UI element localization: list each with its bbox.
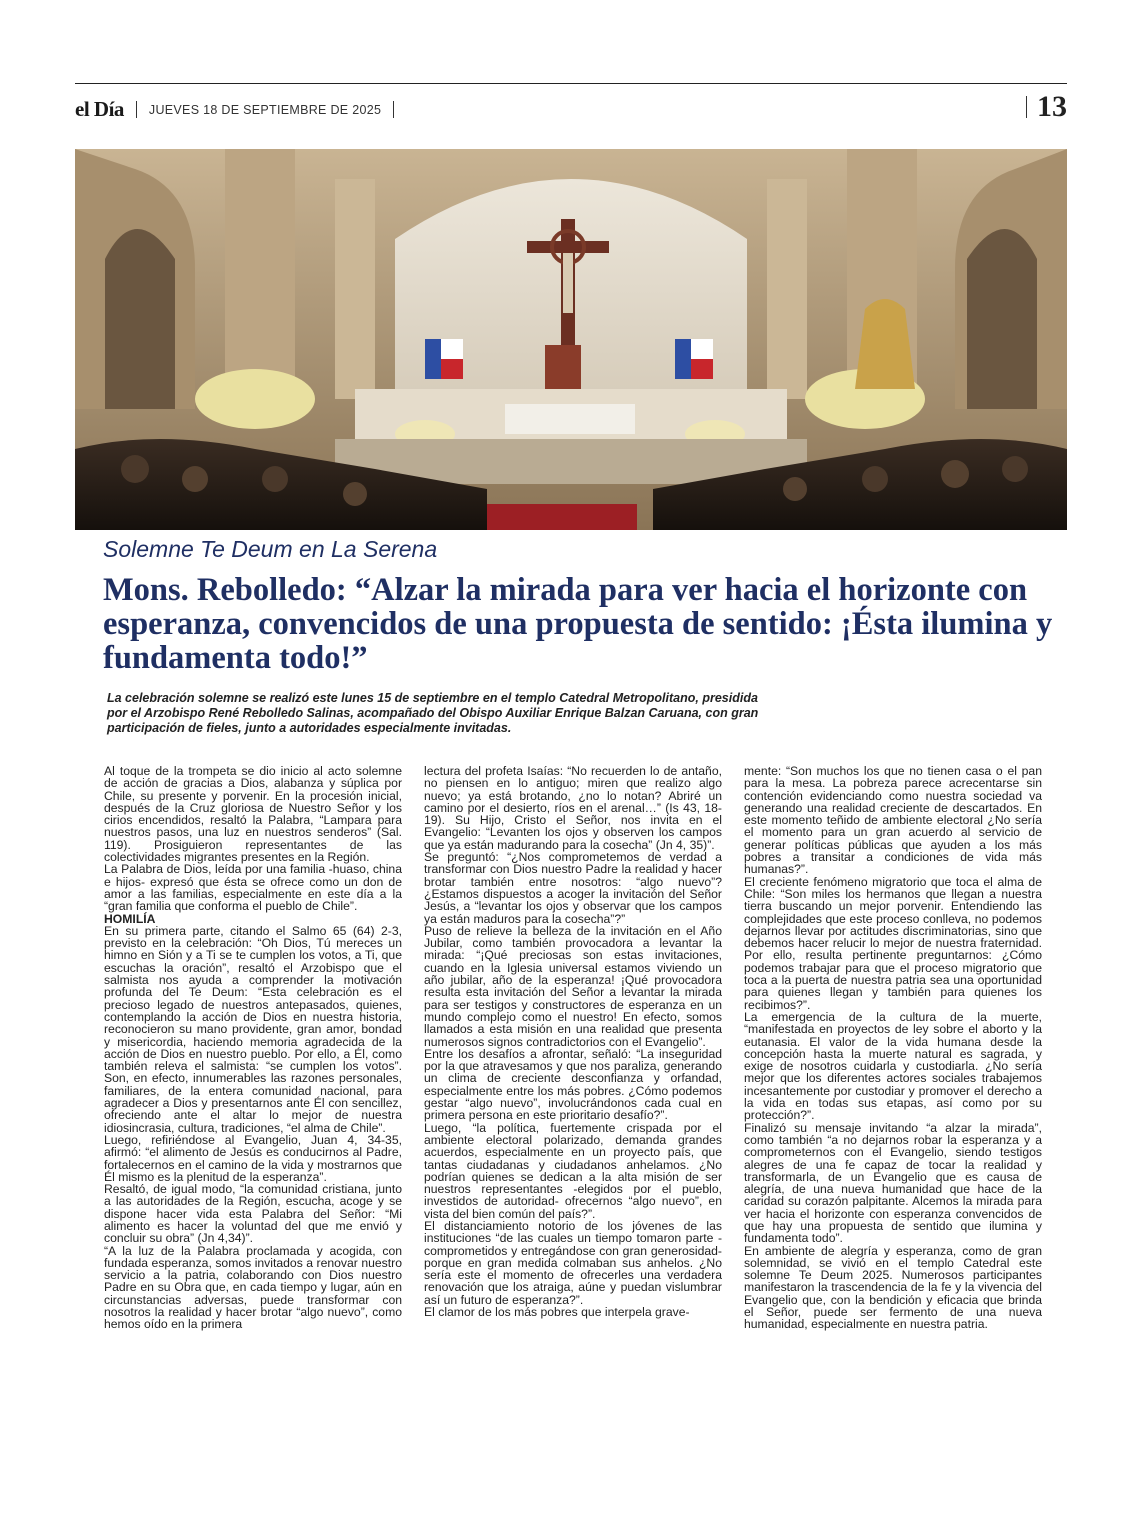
masthead — [75, 97, 394, 122]
paragraph: lectura del profeta Isaías: “No recuerden lo de antaño, no piensen en lo antiguo; miren que realizo algo nuevo; ya está brotando, ¿no lo notan? Abriré un camino por el desierto, ríos en el arenal…” (Is 43, 18-19). Su Hijo, Cristo el Señor, nos invita en el Evangelio: “Levanten los ojos y observen los campos que ya están madurando para la cosecha” (Jn 4, 35)”. — [424, 765, 722, 852]
separator — [1026, 96, 1027, 118]
paragraph: Se preguntó: “¿Nos comprometemos de verdad a transformar con Dios nuestro Padre la realidad y hacer brotar también entre nosotros: “algo nuevo”? ¿Estamos dispuestos a acoger la invitación del Señor Jesús, a “levantar los ojos y observar que los campos ya están maduros para la cosecha”?” — [424, 850, 722, 926]
top-rule — [75, 83, 1067, 84]
paragraph: El distanciamiento notorio de los jóvenes de las instituciones “de las cuales un tiempo tomaron parte -comprometidos y entregándose con gran generosidad- porque en gran medida colmaban sus anhelos. ¿No sería este el momento de ofrecerles una verdadera renovación que los atraiga, aúne y puedan vislumbrar así un futuro de esperanza?”. — [424, 1218, 722, 1307]
body-column-1 — [104, 765, 402, 1485]
paragraph: Al toque de la trompeta se dio inicio al acto solemne de acción de gracias a Dios, alabanza y súplica por Chile, su presente y porvenir. En la procesión inicial, después de la Cruz gloriosa de Nuestro Señor y los cirios encendidos, resaltó la Palabra, “Lampara para nuestros pasos, una luz en nuestros senderos” (Sal. 119). Prosiguieron representantes de las colectividades migrantes presentes en la Región. — [104, 765, 402, 865]
article-kicker: Solemne Te Deum en La Serena — [103, 536, 438, 562]
body-column-3 — [744, 765, 1042, 1485]
paragraph: Luego, refiriéndose al Evangelio, Juan 4, 34-35, afirmó: “el alimento de Jesús es conducirnos al Padre, fortalecernos en el camino de la vida y mostrarnos que Él mismo es la plenitud de la esperanza”. — [104, 1132, 402, 1184]
paragraph: El creciente fenómeno migratorio que toca el alma de Chile: “Son miles los hermanos que llegan a nuestra tierra buscando un mejor porvenir. Entendiendo las complejidades que este proceso conlleva, no podemos dejarnos llevar por actitudes discriminatorias, sino que debemos hacer relucir lo mejor de nuestra fraternidad. Por ello, resulta pertinente preguntarnos: ¿Cómo podemos trabajar para que el proceso migratorio que toca a la puerta de nuestra patria sea una oportunidad para quienes llegan y también para quienes los recibimos?”. — [744, 874, 1042, 1012]
newspaper-brand: el Día — [75, 97, 124, 121]
cathedral-photo-icon — [75, 149, 1067, 530]
cathedral-photo — [75, 149, 1067, 530]
issue-date: JUEVES 18 DE SEPTIEMBRE DE 2025 — [148, 102, 382, 117]
section-subheading: HOMILÍA — [104, 911, 156, 926]
paragraph: Luego, “la política, fuertemente crispada por el ambiente electoral polarizado, demanda grandes acuerdos, especialmente en un proyecto país, que tantas ciudadanas y ciudadanos anhelamos. ¿No podrían quienes se dedican a la alta misión de ser nuestros representantes -elegidos por el pueblo, investidos de autoridad- ofrecernos “algo nuevo”, en vista del bien común del país?”. — [424, 1120, 722, 1221]
paragraph: “A la luz de la Palabra proclamada y acogida, con fundada esperanza, somos invitados a renovar nuestro servicio a la patria, colaborando con Dios nuestro Padre en su Obra que, en cada tiempo y lugar, aún en circunstancias adversas, puede transformar con nosotros la realidad y hacer brotar “algo nuevo”, como hemos oído en la primera — [104, 1243, 402, 1332]
paragraph: La Palabra de Dios, leída por una familia -huaso, china e hijos- expresó que ésta se ofrece como un don de amor a las familias, especialmente en este día a la “gran familia que conforma el pueblo de Chile”. — [104, 862, 402, 914]
paragraph: La emergencia de la cultura de la muerte, “manifestada en proyectos de ley sobre el aborto y la eutanasia. El valor de la vida humana desde la concepción hasta la muerte natural es sagrada, y exige de nosotros cuidarla y custodiarla. ¿No sería mejor que los diferentes actores sociales trabajemos incesantemente por custodiar y promover el derecho a la vida en todas sus etapas, así como por su protección?”. — [744, 1009, 1042, 1123]
paragraph: Finalizó su mensaje invitando “a alzar la mirada”, como también “a no dejarnos robar la esperanza y a comprometernos con el Evangelio, siendo testigos alegres de una fe capaz de tocar la realidad y transformarla, de un Evangelio que es causa de alegría, de una nueva humanidad que hace de la caridad su corazón palpitante. Alcemos la mirada para ver hacia el horizonte con esperanza convencidos de que hay una propuesta de sentido que ilumina y fundamenta todo”. — [744, 1120, 1042, 1246]
paragraph: Entre los desafíos a afrontar, señaló: “La inseguridad por la que atravesamos y que nos paraliza, generando un clima de creciente desconfianza y orfandad, especialmente entre los más pobres. ¿Cómo podemos gestar “algo nuevo”, involucrándonos cada cual en primera persona en este prioritario desafío?”. — [424, 1046, 722, 1123]
page-number: 13 — [1037, 90, 1067, 123]
separator — [136, 101, 137, 118]
paragraph: mente: “Son muchos los que no tienen casa o el pan para la mesa. La pobreza parece acrecentarse sin contención evidenciando como nuestra sociedad va generando una realidad creciente de descartados. En este momento teñido de ambiente electoral ¿No sería el momento para un gran acuerdo al servicio de generar políticas públicas que ayuden a los más pobres a transitar a condiciones de vida más humanas?”. — [744, 765, 1042, 877]
page-number-box — [1026, 90, 1067, 124]
body-column-2 — [424, 765, 722, 1485]
article-lead: La celebración solemne se realizó este lunes 15 de septiembre en el templo Catedral Metropolitano, presidida por el Arzobispo René Rebolledo Salinas, acompañado del Obispo Auxiliar Enrique Balzan Caruana, con gran participación de fieles, junto a autoridades especialmente invitadas. — [107, 691, 759, 735]
paragraph: Puso de relieve la belleza de la invitación en el Año Jubilar, como también provocadora a levantar la mirada: “¡Qué preciosas son estas invitaciones, cuando en la Iglesia universal estamos viviendo un año jubilar, año de la esperanza! ¡Qué provocadora resulta esta invitación del Señor a levantar la mirada para ser testigos y constructores de esperanza en un mundo complejo como el nuestro! En efecto, somos llamados a esta misión en una realidad que presenta numerosos signos contradictorios con el Evangelio”. — [424, 923, 722, 1049]
paragraph: Resaltó, de igual modo, “la comunidad cristiana, junto a las autoridades de la Región, escucha, acoge y se dispone hacer vida esta Palabra del Señor: “Mi alimento es hacer la voluntad del que me envió y concluir su obra” (Jn 4,34)”. — [104, 1182, 402, 1246]
paragraph: En su primera parte, citando el Salmo 65 (64) 2-3, previsto en la celebración: “Oh Dios, Tú mereces un himno en Sión y a Ti se te cumplen los votos, a Ti, que escuchas la oración”, resaltó el Arzobispo que el salmista nos ayuda a comprender la motivación profunda del Te Deum: “Esta celebración es el precioso legado de nuestros antepasados, quienes, contemplando la acción de Dios en nuestra historia, reconocieron su mano providente, gran amor, bondad y misericordia, haciendo memoria agradecida de la acción de Dios en nuestro pueblo. Por ello, a Él, como también releva el salmista: “se cumplen los votos”. Son, en efecto, innumerables las razones personales, familiares, de la entera comunidad nacional, para agradecer a Dios y presentarnos ante Él con sencillez, ofreciendo ante el altar lo mejor de nuestra idiosincrasia, cultura, tradiciones, “el alma de Chile”. — [104, 923, 402, 1135]
article-body — [104, 765, 1044, 1485]
separator — [393, 101, 394, 118]
article-headline: Mons. Rebolledo: “Alzar la mirada para ver hacia el horizonte con esperanza, convencidos de una propuesta de sentido: ¡Ésta ilumina y fundamenta todo!” — [103, 572, 1053, 676]
paragraph: En ambiente de alegría y esperanza, como de gran solemnidad, se vivió en el templo Catedral este solemne Te Deum 2025. Numerosos participantes manifestaron la trascendencia de la fe y la vivencia del Evangelio que, con la bendición y eficacia que brinda el Señor, puede ser fermento de una nueva humanidad, especialmente en nuestra patria. — [744, 1243, 1042, 1332]
paragraph: El clamor de los más pobres que interpela grave- — [424, 1305, 690, 1320]
